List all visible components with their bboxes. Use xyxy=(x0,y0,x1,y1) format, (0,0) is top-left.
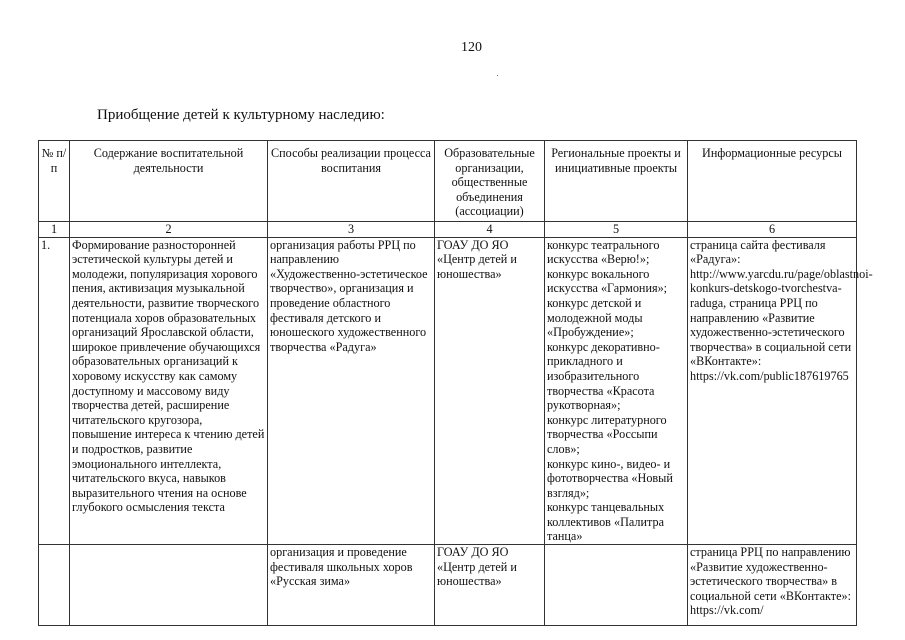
row-org: ГОАУ ДО ЯО «Центр детей и юношества» xyxy=(435,237,545,544)
project-item: конкурс вокального искусства «Гармония»; xyxy=(547,266,668,296)
row-org: ГОАУ ДО ЯО «Центр детей и юношества» xyxy=(435,545,545,626)
table-row xyxy=(39,237,857,544)
education-table xyxy=(38,140,873,626)
header-org: Образовательные организации, общественные объединения (ассоциации) xyxy=(435,141,545,222)
header-projects: Региональные проекты и инициативные проекты xyxy=(545,141,688,222)
row-projects xyxy=(545,545,688,626)
row-projects xyxy=(545,237,688,544)
row-num xyxy=(39,545,70,626)
row-num: 1. xyxy=(39,237,70,544)
row-resources: страница сайта фестиваля «Радуга»: http://www.yarcdu.ru/page/oblastnoi-konkurs-detskogo-tvorchestva-raduga, страница РРЦ по направлению «Развитие художественно-эстетического творчества» в социальной сети «ВКонтакте»: https://vk.com/public187619765 xyxy=(688,237,857,544)
table-row xyxy=(39,545,857,626)
column-number: 5 xyxy=(545,222,688,238)
column-number: 4 xyxy=(435,222,545,238)
scan-speck xyxy=(497,75,498,76)
header-resources: Информационные ресурсы xyxy=(688,141,857,222)
column-number: 6 xyxy=(688,222,857,238)
project-item: конкурс детской и молодежной моды «Пробуждение»; xyxy=(547,295,643,340)
project-item: конкурс танцевальных коллективов «Палитра танца» xyxy=(547,500,665,544)
header-content: Содержание воспитательной деятельности xyxy=(70,141,268,222)
column-number-row xyxy=(39,222,857,238)
row-resources: страница РРЦ по направлению «Развитие художественно-эстетического творчества» в социальной сети «ВКонтакте»: https://vk.com/ xyxy=(688,545,857,626)
row-method: организация и проведение фестиваля школьных хоров «Русская зима» xyxy=(268,545,435,626)
column-number: 2 xyxy=(70,222,268,238)
project-item: конкурс декоративно-прикладного и изобразительного творчества «Красота рукотворная»; xyxy=(547,339,660,413)
section-heading: Приобщение детей к культурному наследию: xyxy=(97,107,385,123)
project-item: конкурс литературного творчества «Россыпи слов»; xyxy=(547,412,667,456)
page-number: 120 xyxy=(461,40,482,55)
header-method: Способы реализации процесса воспитания xyxy=(268,141,435,222)
column-number: 1 xyxy=(39,222,70,238)
column-number: 3 xyxy=(268,222,435,238)
row-content xyxy=(70,545,268,626)
header-num: № п/п xyxy=(39,141,70,222)
project-item: конкурс кино-, видео- и фототворчества «Новый взгляд»; xyxy=(547,456,673,500)
row-method: организация работы РРЦ по направлению «Художественно-эстетическое творчество», организация и проведение областного фестиваля детского и юношеского художественного творчества «Радуга» xyxy=(268,237,435,544)
row-content: Формирование разносторонней эстетической культуры детей и молодежи, популяризация хорового пения, активизация музыкальной деятельности, развитие творческого потенциала хоров образовательных организаций Ярославской области, широкое привлечение обучающихся образовательных организаций к хоровому искусству как самому доступному и массовому виду творчества детей, расширение читательского кругозора, повышение интереса к чтению детей и подростков, развитие эмоционального интеллекта, читательского вкуса, навыков выразительного чтения на основе глубокого осмысления текста xyxy=(70,237,268,544)
header-row xyxy=(39,141,857,222)
project-item: конкурс театрального искусства «Верю!»; xyxy=(547,237,660,267)
